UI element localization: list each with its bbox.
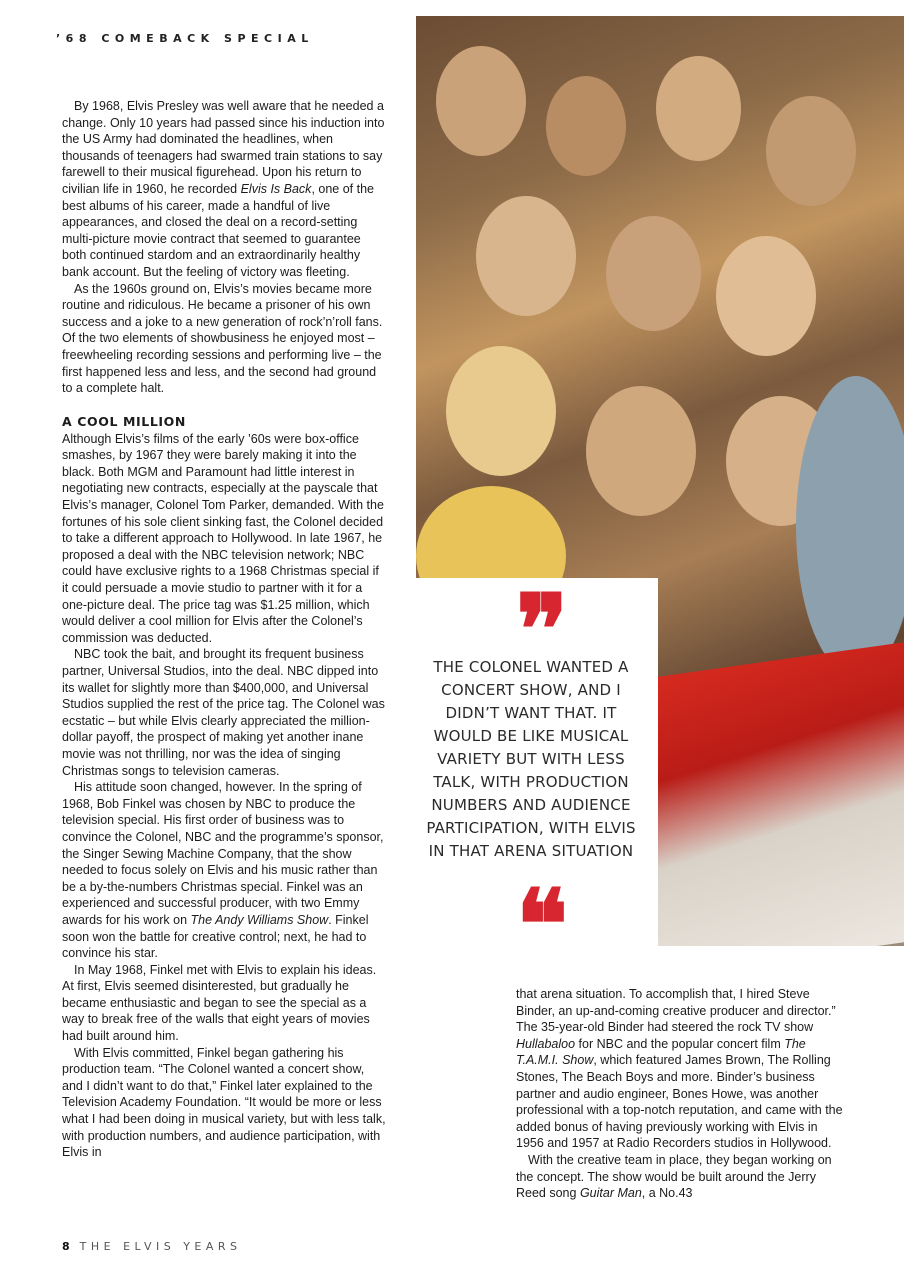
subheading: A COOL MILLION bbox=[62, 413, 186, 429]
album-title: Elvis Is Back bbox=[240, 181, 312, 196]
page-footer bbox=[62, 1240, 242, 1253]
paragraph: His attitude soon changed, however. In the spring of 1968, Bob Finkel was chosen by NBC to produce the television special. His first order of business was to convince the Colonel, NBC and the programme’s sponsor, the Singer Sewing Machine Company, that the show needed to focus solely on Elvis and his music rather than be a by-the-numbers Christmas special. Finkel was an experienced and successful producer, with two Emmy awards for his work on The Andy Williams Show. Finkel soon won the battle for creative control; next, he had to convince his star. bbox=[62, 780, 384, 961]
red-stage bbox=[656, 635, 904, 946]
paragraph: By 1968, Elvis Presley was well aware that he needed a change. Only 10 years had passed since his induction into the US Army had dominated the headlines, when thousands of teenagers had swarmed train stations to say farewell to their musical figurehead. Upon his return to civilian life in 1960, he recorded Elvis Is Back, one of the best albums of his career, made a handful of live appearances, and closed the deal on a record-setting multi-picture movie contract that seemed to guarantee both continued stardom and an extraordinarily healthy bank account. But the feeling of victory was fleeting. bbox=[62, 99, 385, 279]
paragraph: In May 1968, Finkel met with Elvis to explain his ideas. At first, Elvis seemed disinterested, but gradually he became enthusiastic and began to see the special as a way to break free of the walls that eight years of movies had built around him. bbox=[62, 962, 377, 1044]
paragraph: With Elvis committed, Finkel began gathering his production team. “The Colonel wanted a concert show, and I didn’t want to do that,” Finkel later explained to the Television Academy Foundation. “It would be more or less what I had been doing in musical variety, but with less talk, with production numbers, and audience participation, with Elvis in bbox=[62, 1045, 386, 1160]
running-header: ’68 COMEBACK SPECIAL bbox=[56, 32, 314, 45]
quote-open-mark: ❜❜ bbox=[516, 573, 558, 686]
quote-close-mark: ❛❛ bbox=[516, 868, 558, 981]
show-title: The Andy Williams Show bbox=[190, 912, 329, 927]
publication-name: THE ELVIS YEARS bbox=[79, 1240, 242, 1253]
paragraph: Although Elvis’s films of the early ’60s were box-office smashes, by 1967 they were barely making it into the black. Both MGM and Paramount had little interest in negotiating new contracts, especially at the payscale that Elvis’s manager, Colonel Tom Parker, demanded. With the fortunes of his sole client sinking fast, the Colonel decided to take a different approach to Hollywood. In late 1967, he proposed a deal with the NBC television network; NBC could have exclusive rights to a 1968 Christmas special if it could persuade a movie studio to partner with it for a one-picture deal. The price tag was $1.25 million, which would deliver a cool million for Elvis after the Colonel’s commission was deducted. bbox=[62, 431, 384, 645]
pull-quote-text: THE COLONEL WANTED A CONCERT SHOW, AND I DIDN’T WANT THAT. IT WOULD BE LIKE MUSICAL VARIETY BUT WITH LESS TALK, WITH PRODUCTION NUMBERS AND AUDIENCE PARTICIPATION, WITH ELVIS IN THAT ARENA SITUATION bbox=[426, 658, 636, 860]
article-left-column bbox=[62, 98, 388, 1161]
paragraph: With the creative team in place, they began working on the concept. The show would be built around the Jerry Reed song Guitar Man, a No.43 bbox=[516, 1152, 832, 1201]
paragraph: that arena situation. To accomplish that, I hired Steve Binder, an up-and-coming creative producer and director.” The 35-year-old Binder had steered the rock TV show Hullabaloo for NBC and the popular concert film The T.A.M.I. Show, which featured James Brown, The Rolling Stones, The Beach Boys and more. Binder’s business partner and audio engineer, Bones Howe, was another professional with a top-notch reputation, and came with the added bonus of having previously working with Elvis in 1956 and 1957 at Radio Recorders studios in Hollywood. bbox=[516, 987, 843, 1151]
paragraph: As the 1960s ground on, Elvis’s movies became more routine and ridiculous. He became a prisoner of his own success and a joke to a new generation of rock’n’roll fans. Of the two elements of showbusiness he enjoyed most – freewheeling recording sessions and performing live – the first happened less and less, and the second had ground to a complete halt. bbox=[62, 281, 383, 396]
page-number: 8 bbox=[62, 1240, 72, 1253]
article-right-column bbox=[516, 986, 844, 1202]
paragraph: NBC took the bait, and brought its frequent business partner, Universal Studios, into the deal. NBC dipped into its wallet for slightly more than $400,000, and Universal Studios supplied the rest of the price tag. The Colonel was ecstatic – but while Elvis clearly appreciated the million-dollar payoff, the prospect of making yet another inane movie was not thrilling, nor was the idea of singing Christmas songs to television cameras. bbox=[62, 647, 385, 778]
